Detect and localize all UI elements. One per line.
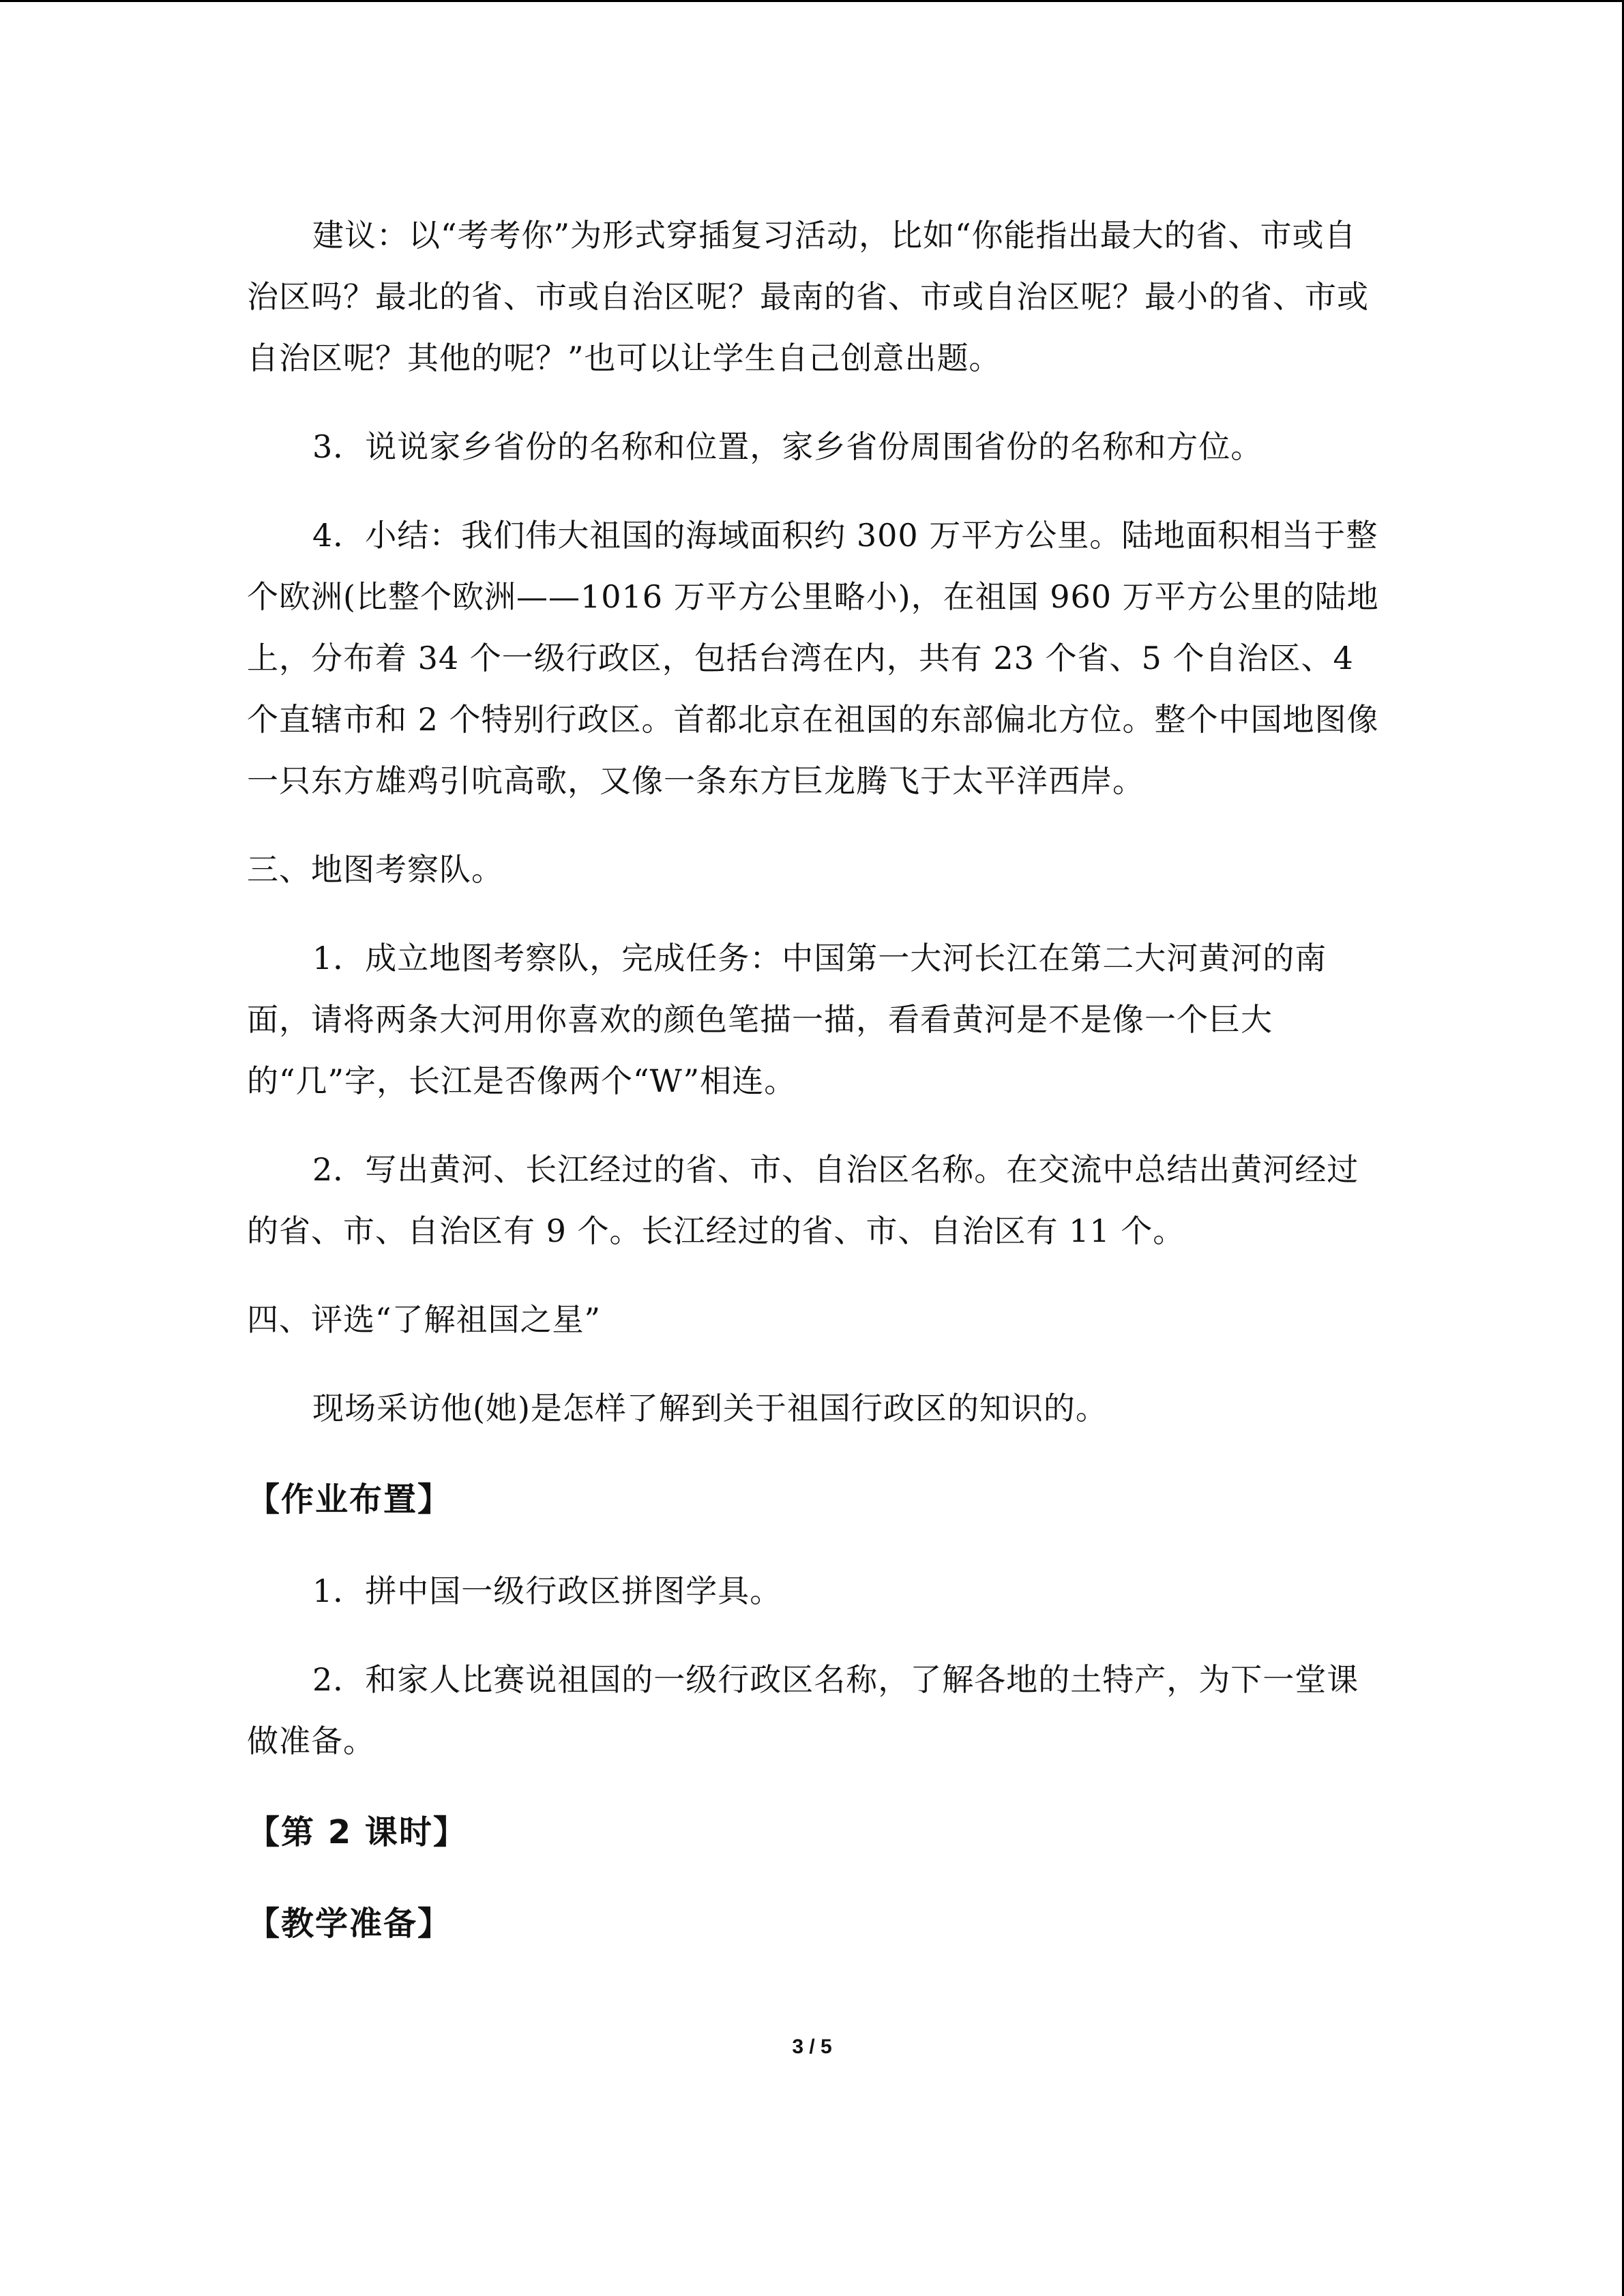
lesson-2-heading: 【第 2 课时】 [247,1813,467,1851]
paragraph-interview: 现场采访他(她)是怎样了解到关于祖国行政区的知识的。 [312,1390,1108,1427]
paragraph-suggestion: 建议：以“考考你”为形式穿插复习活动，比如“你能指出最大的省、市或自治区吗？最北的省、市或自治区呢？最南的省、市或自治区呢？最小的省、市或自治区呢？其他的呢？”也可以让学生自己创意出题。 [247,217,1369,376]
teaching-prep-heading: 【教学准备】 [247,1905,452,1943]
homework-item-1: 1．拼中国一级行政区拼图学具。 [312,1572,782,1609]
section-heading-3: 三、地图考察队。 [247,851,503,888]
homework-heading: 【作业布置】 [247,1480,452,1519]
document-body [247,205,1379,1954]
paragraph-item-3: 3．说说家乡省份的名称和位置，家乡省份周围省份的名称和方位。 [312,428,1263,465]
paragraph-summary: 4．小结：我们伟大祖国的海域面积约 300 万平方公里。陆地面积相当于整个欧洲(比整个欧洲——1016 万平方公里略小)，在祖国 960 万平方公里的陆地上，分布着 34 个一级行政区，包括台湾在内，共有 23 个省、5 个自治区、4 个直辖市和 2 个特别行政区。首都北京在祖国的东部偏北方位。整个中国地图像一只东方雄鸡引吭高歌，又像一条东方巨龙腾飞于太平洋西岸。 [247,517,1379,799]
paragraph-map-task-1: 1．成立地图考察队，完成任务：中国第一大河长江在第二大河黄河的南面，请将两条大河用你喜欢的颜色笔描一描，看看黄河是不是像一个巨大的“几”字，长江是否像两个“W”相连。 [247,940,1327,1099]
section-heading-4: 四、评选“了解祖国之星” [247,1301,602,1338]
homework-item-2: 2．和家人比赛说祖国的一级行政区名称，了解各地的土特产，为下一堂课做准备。 [247,1661,1359,1759]
paragraph-map-task-2: 2．写出黄河、长江经过的省、市、自治区名称。在交流中总结出黄河经过的省、市、自治区有 9 个。长江经过的省、市、自治区有 11 个。 [247,1151,1359,1249]
page-number: 3 / 5 [792,2036,832,2058]
